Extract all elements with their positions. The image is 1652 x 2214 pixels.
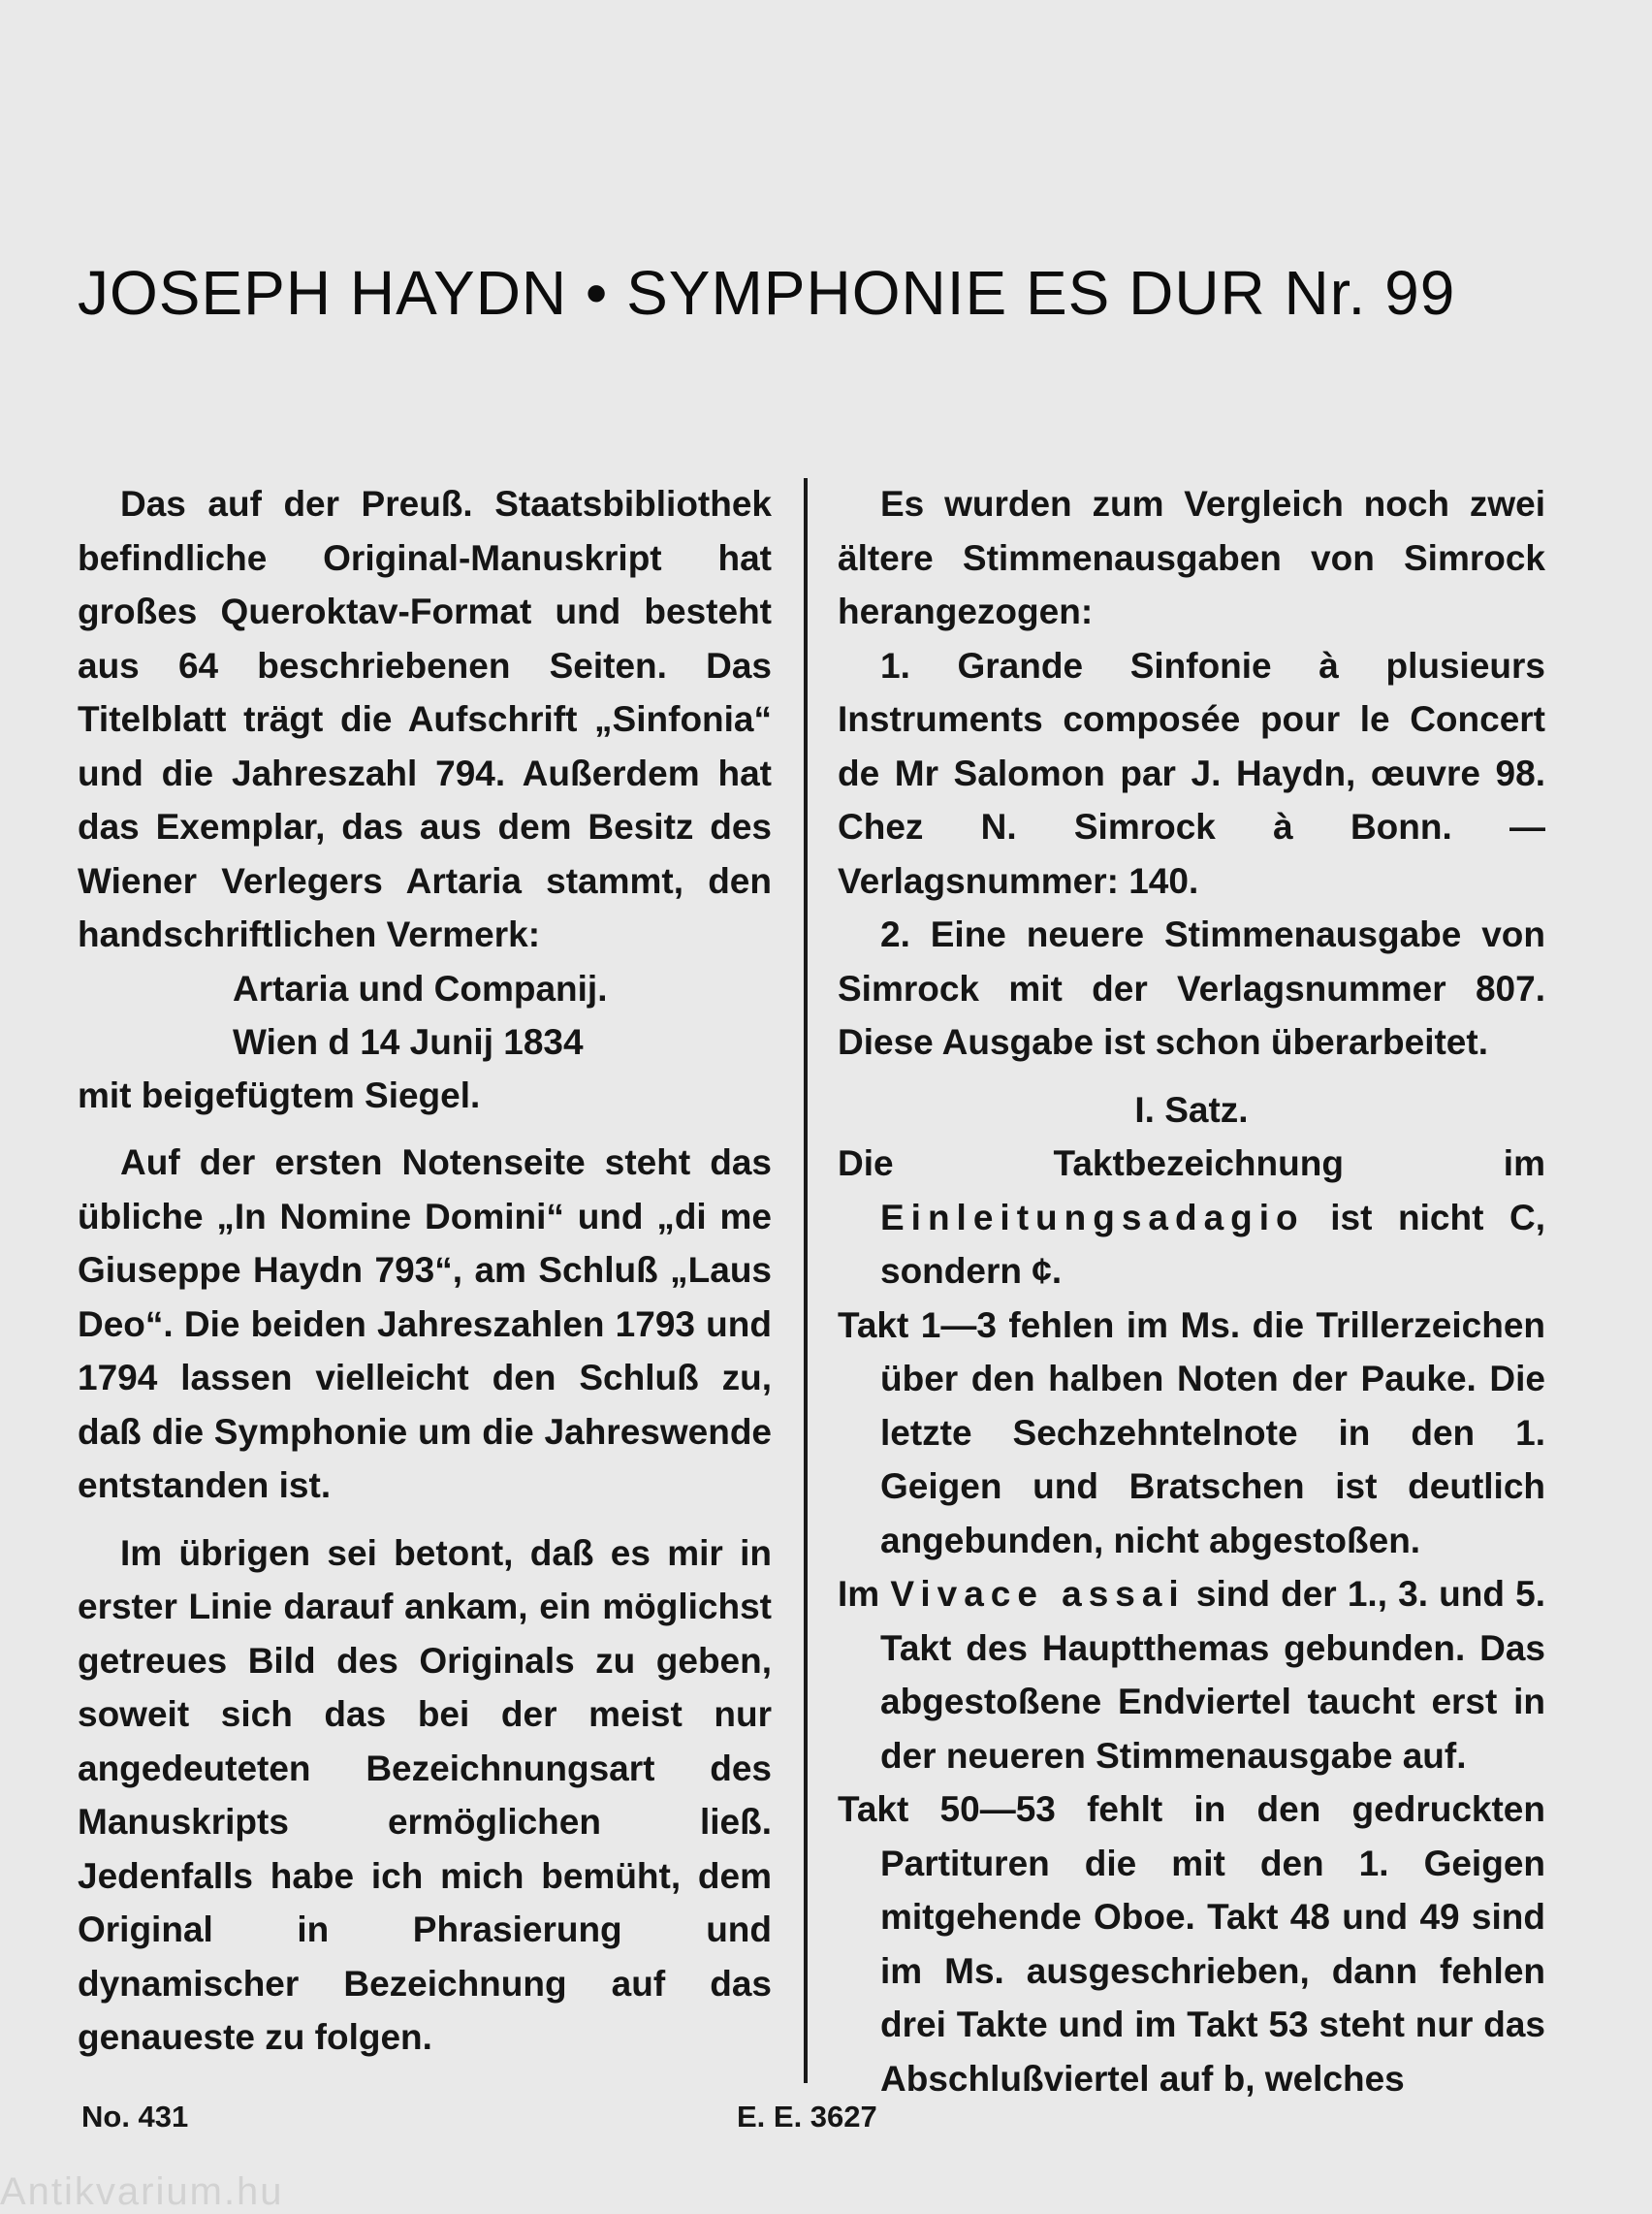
tempo-term-adagio: Einleitungsadagio bbox=[880, 1197, 1305, 1237]
plate-number: E. E. 3627 bbox=[737, 2100, 877, 2134]
first-page-note: Auf der ersten Notenseite steht das übliche „In Nomine Domini“ und „di me Giuseppe Haydn 793“, am Schluß „Laus Deo“. Die beiden Jahreszahlen 1793 und 1794 lassen vielleicht den Schluß zu, daß die Symphonie um die Jahreswende entstanden ist. bbox=[78, 1142, 772, 1505]
inscription-line-1: Artaria und Companij. bbox=[233, 968, 608, 1009]
time-signature-text-b: ist nicht С, sondern ¢. bbox=[880, 1197, 1546, 1291]
left-column bbox=[78, 477, 772, 2065]
column-divider bbox=[804, 478, 808, 2083]
edition-item-1: 1. Grande Sinfonie à plusieurs Instruments composée pour le Concert de Mr Salomon par J. Haydn, œuvre 98. Chez N. Simrock à Bonn. — Verlagsnummer: 140. bbox=[838, 645, 1545, 901]
time-signature-text-a: Die Taktbezeichnung im bbox=[838, 1143, 1545, 1183]
edition-item-2: 2. Eine neuere Stimmenausgabe von Simrock mit der Verlagsnummer 807. Diese Ausgabe ist schon überarbeitet. bbox=[838, 914, 1545, 1062]
comparison-intro: Es wurden zum Vergleich noch zwei ältere Stimmenausgaben von Simrock herangezogen: bbox=[838, 484, 1545, 631]
inscription-line-2: Wien d 14 Junij 1834 bbox=[233, 1021, 584, 1062]
vivace-note bbox=[838, 1567, 1545, 1782]
watermark: Antikvarium.hu bbox=[0, 2170, 284, 2213]
movement-heading: I. Satz. bbox=[1134, 1089, 1249, 1130]
measures-1-3-note: Takt 1—3 fehlen im Ms. die Trillerzeichen über den halben Noten der Pauke. Die letzte Sechzehntelnote in den 1. Geigen und Bratschen ist deutlich angebunden, nicht abgestoßen. bbox=[838, 1304, 1545, 1560]
page-title: JOSEPH HAYDN • SYMPHONIE ES DUR Nr. 99 bbox=[78, 258, 1456, 328]
catalog-number: No. 431 bbox=[81, 2100, 189, 2134]
vivace-text-a: Im bbox=[838, 1574, 880, 1614]
time-signature-note bbox=[838, 1137, 1545, 1299]
tempo-term-vivace: Vivace assai bbox=[890, 1574, 1186, 1614]
right-column bbox=[838, 477, 1545, 2105]
seal-note: mit beigefügtem Siegel. bbox=[78, 1075, 481, 1115]
vivace-text-b: sind der 1., 3. und 5. Takt des Hauptthemas gebunden. Das abgestoßene Endviertel taucht erst in der neueren Stimmenausgabe auf. bbox=[880, 1574, 1545, 1776]
manuscript-description: Das auf der Preuß. Staatsbibliothek befindliche Original-Manuskript hat großes Queroktav-Format und besteht aus 64 beschriebenen Seiten. Das Titelblatt trägt die Aufschrift „Sinfonia“ und die Jahreszahl 794. Außerdem hat das Exemplar, das aus dem Besitz des Wiener Verlegers Artaria stammt, den handschriftlichen Vermerk: bbox=[78, 484, 772, 954]
measures-50-53-note: Takt 50—53 fehlt in den gedruckten Partituren die mit den 1. Geigen mitgehende Oboe. Takt 48 und 49 sind im Ms. ausgeschrieben, dann fehlen drei Takte und im Takt 53 steht nur das Abschlußviertel auf b, welches bbox=[838, 1789, 1545, 2099]
editorial-note: Im übrigen sei betont, daß es mir in erster Linie darauf ankam, ein möglichst getreues Bild des Originals zu geben, soweit sich das bei der meist nur angedeuteten Bezeichnungsart des Manuskripts ermöglichen ließ. Jedenfalls habe ich mich bemüht, dem Original in Phrasierung und dynamischer Bezeichnung auf das genaueste zu folgen. bbox=[78, 1532, 772, 2057]
